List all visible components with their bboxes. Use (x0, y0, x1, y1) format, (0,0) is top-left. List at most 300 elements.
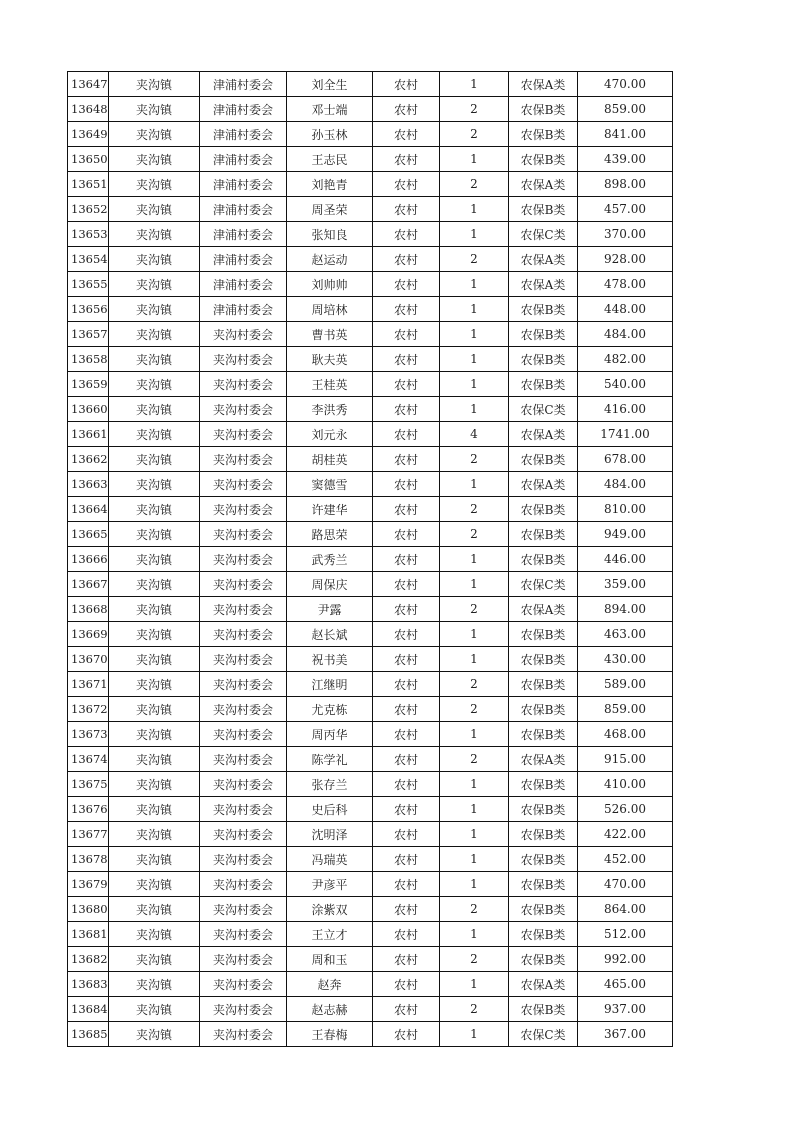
name-cell: 武秀兰 (287, 547, 373, 572)
name-cell: 周和玉 (287, 947, 373, 972)
amount-cell: 470.00 (578, 72, 673, 97)
town-cell: 夹沟镇 (109, 472, 200, 497)
household-count-cell: 1 (440, 472, 509, 497)
village-committee-cell: 津浦村委会 (200, 197, 287, 222)
record-id-cell: 13658 (68, 347, 109, 372)
table-row (68, 297, 673, 322)
name-cell: 李洪秀 (287, 397, 373, 422)
record-id-cell: 13664 (68, 497, 109, 522)
amount-cell: 678.00 (578, 447, 673, 472)
household-count-cell: 1 (440, 547, 509, 572)
record-id-cell: 13673 (68, 722, 109, 747)
record-id-cell: 13656 (68, 297, 109, 322)
village-committee-cell: 夹沟村委会 (200, 447, 287, 472)
area-type-cell: 农村 (373, 172, 440, 197)
household-count-cell: 1 (440, 372, 509, 397)
record-id-cell: 13663 (68, 472, 109, 497)
amount-cell: 482.00 (578, 347, 673, 372)
amount-cell: 992.00 (578, 947, 673, 972)
insurance-class-cell: 农保B类 (509, 122, 578, 147)
village-committee-cell: 夹沟村委会 (200, 522, 287, 547)
insurance-class-cell: 农保B类 (509, 647, 578, 672)
town-cell: 夹沟镇 (109, 822, 200, 847)
town-cell: 夹沟镇 (109, 547, 200, 572)
insurance-class-cell: 农保B类 (509, 547, 578, 572)
town-cell: 夹沟镇 (109, 172, 200, 197)
amount-cell: 465.00 (578, 972, 673, 997)
name-cell: 赵运动 (287, 247, 373, 272)
record-id-cell: 13668 (68, 597, 109, 622)
record-id-cell: 13681 (68, 922, 109, 947)
village-committee-cell: 夹沟村委会 (200, 647, 287, 672)
table-row (68, 972, 673, 997)
insurance-class-cell: 农保A类 (509, 747, 578, 772)
table-row (68, 172, 673, 197)
household-count-cell: 1 (440, 1022, 509, 1047)
area-type-cell: 农村 (373, 572, 440, 597)
amount-cell: 484.00 (578, 322, 673, 347)
household-count-cell: 2 (440, 897, 509, 922)
table-row (68, 122, 673, 147)
amount-cell: 526.00 (578, 797, 673, 822)
table-row (68, 672, 673, 697)
town-cell: 夹沟镇 (109, 797, 200, 822)
area-type-cell: 农村 (373, 122, 440, 147)
record-id-cell: 13667 (68, 572, 109, 597)
name-cell: 王立才 (287, 922, 373, 947)
area-type-cell: 农村 (373, 872, 440, 897)
table-row (68, 722, 673, 747)
area-type-cell: 农村 (373, 997, 440, 1022)
household-count-cell: 1 (440, 822, 509, 847)
table-row (68, 747, 673, 772)
insurance-class-cell: 农保C类 (509, 1022, 578, 1047)
insurance-class-cell: 农保A类 (509, 597, 578, 622)
name-cell: 王春梅 (287, 1022, 373, 1047)
town-cell: 夹沟镇 (109, 572, 200, 597)
area-type-cell: 农村 (373, 297, 440, 322)
village-committee-cell: 夹沟村委会 (200, 822, 287, 847)
village-committee-cell: 津浦村委会 (200, 247, 287, 272)
table-row (68, 597, 673, 622)
table-row (68, 697, 673, 722)
area-type-cell: 农村 (373, 247, 440, 272)
town-cell: 夹沟镇 (109, 647, 200, 672)
village-committee-cell: 夹沟村委会 (200, 947, 287, 972)
household-count-cell: 2 (440, 497, 509, 522)
village-committee-cell: 夹沟村委会 (200, 547, 287, 572)
table-row (68, 272, 673, 297)
name-cell: 许建华 (287, 497, 373, 522)
name-cell: 尹彦平 (287, 872, 373, 897)
record-id-cell: 13659 (68, 372, 109, 397)
record-id-cell: 13662 (68, 447, 109, 472)
insurance-class-cell: 农保A类 (509, 972, 578, 997)
record-id-cell: 13672 (68, 697, 109, 722)
insurance-class-cell: 农保B类 (509, 697, 578, 722)
table-row (68, 147, 673, 172)
record-id-cell: 13652 (68, 197, 109, 222)
table-row (68, 647, 673, 672)
household-count-cell: 2 (440, 247, 509, 272)
record-id-cell: 13683 (68, 972, 109, 997)
town-cell: 夹沟镇 (109, 772, 200, 797)
name-cell: 路思荣 (287, 522, 373, 547)
name-cell: 陈学礼 (287, 747, 373, 772)
name-cell: 周保庆 (287, 572, 373, 597)
household-count-cell: 1 (440, 722, 509, 747)
town-cell: 夹沟镇 (109, 197, 200, 222)
household-count-cell: 1 (440, 272, 509, 297)
insurance-class-cell: 农保B类 (509, 297, 578, 322)
household-count-cell: 2 (440, 947, 509, 972)
area-type-cell: 农村 (373, 347, 440, 372)
insurance-class-cell: 农保B类 (509, 197, 578, 222)
record-id-cell: 13680 (68, 897, 109, 922)
name-cell: 孙玉林 (287, 122, 373, 147)
amount-cell: 446.00 (578, 547, 673, 572)
village-committee-cell: 夹沟村委会 (200, 772, 287, 797)
insurance-class-cell: 农保B类 (509, 922, 578, 947)
town-cell: 夹沟镇 (109, 122, 200, 147)
name-cell: 刘帅帅 (287, 272, 373, 297)
name-cell: 王桂英 (287, 372, 373, 397)
household-count-cell: 2 (440, 97, 509, 122)
village-committee-cell: 夹沟村委会 (200, 572, 287, 597)
table-row (68, 1022, 673, 1047)
record-id-cell: 13648 (68, 97, 109, 122)
household-count-cell: 1 (440, 647, 509, 672)
amount-cell: 898.00 (578, 172, 673, 197)
amount-cell: 928.00 (578, 247, 673, 272)
table-row (68, 547, 673, 572)
amount-cell: 894.00 (578, 597, 673, 622)
household-count-cell: 1 (440, 297, 509, 322)
insurance-class-cell: 农保B类 (509, 847, 578, 872)
name-cell: 赵志赫 (287, 997, 373, 1022)
insurance-class-cell: 农保B类 (509, 797, 578, 822)
village-committee-cell: 津浦村委会 (200, 97, 287, 122)
record-id-cell: 13650 (68, 147, 109, 172)
name-cell: 王志民 (287, 147, 373, 172)
area-type-cell: 农村 (373, 372, 440, 397)
village-committee-cell: 夹沟村委会 (200, 922, 287, 947)
area-type-cell: 农村 (373, 972, 440, 997)
area-type-cell: 农村 (373, 547, 440, 572)
table-row (68, 947, 673, 972)
table-body (68, 72, 673, 1047)
village-committee-cell: 夹沟村委会 (200, 372, 287, 397)
household-count-cell: 1 (440, 347, 509, 372)
village-committee-cell: 夹沟村委会 (200, 997, 287, 1022)
record-id-cell: 13647 (68, 72, 109, 97)
insurance-class-cell: 农保B类 (509, 772, 578, 797)
record-id-cell: 13679 (68, 872, 109, 897)
household-count-cell: 2 (440, 997, 509, 1022)
village-committee-cell: 夹沟村委会 (200, 322, 287, 347)
name-cell: 史后科 (287, 797, 373, 822)
household-count-cell: 2 (440, 122, 509, 147)
table-row (68, 622, 673, 647)
insurance-class-cell: 农保B类 (509, 347, 578, 372)
record-id-cell: 13669 (68, 622, 109, 647)
household-count-cell: 2 (440, 447, 509, 472)
household-count-cell: 1 (440, 797, 509, 822)
amount-cell: 949.00 (578, 522, 673, 547)
household-count-cell: 1 (440, 197, 509, 222)
amount-cell: 859.00 (578, 697, 673, 722)
household-count-cell: 1 (440, 622, 509, 647)
village-committee-cell: 夹沟村委会 (200, 497, 287, 522)
village-committee-cell: 津浦村委会 (200, 272, 287, 297)
household-count-cell: 2 (440, 597, 509, 622)
insurance-class-cell: 农保B类 (509, 997, 578, 1022)
town-cell: 夹沟镇 (109, 247, 200, 272)
insurance-class-cell: 农保C类 (509, 397, 578, 422)
area-type-cell: 农村 (373, 222, 440, 247)
table-row (68, 997, 673, 1022)
village-committee-cell: 夹沟村委会 (200, 722, 287, 747)
household-count-cell: 1 (440, 397, 509, 422)
household-count-cell: 1 (440, 772, 509, 797)
name-cell: 沈明泽 (287, 822, 373, 847)
village-committee-cell: 夹沟村委会 (200, 847, 287, 872)
town-cell: 夹沟镇 (109, 622, 200, 647)
name-cell: 赵奔 (287, 972, 373, 997)
insurance-class-cell: 农保C类 (509, 572, 578, 597)
amount-cell: 864.00 (578, 897, 673, 922)
insurance-class-cell: 农保B类 (509, 622, 578, 647)
town-cell: 夹沟镇 (109, 272, 200, 297)
amount-cell: 1741.00 (578, 422, 673, 447)
amount-cell: 589.00 (578, 672, 673, 697)
village-committee-cell: 夹沟村委会 (200, 472, 287, 497)
name-cell: 刘元永 (287, 422, 373, 447)
area-type-cell: 农村 (373, 847, 440, 872)
town-cell: 夹沟镇 (109, 672, 200, 697)
area-type-cell: 农村 (373, 747, 440, 772)
record-id-cell: 13674 (68, 747, 109, 772)
area-type-cell: 农村 (373, 797, 440, 822)
town-cell: 夹沟镇 (109, 497, 200, 522)
table-row (68, 472, 673, 497)
amount-cell: 370.00 (578, 222, 673, 247)
amount-cell: 448.00 (578, 297, 673, 322)
table-row (68, 772, 673, 797)
household-count-cell: 2 (440, 697, 509, 722)
area-type-cell: 农村 (373, 672, 440, 697)
household-count-cell: 1 (440, 922, 509, 947)
name-cell: 曹书英 (287, 322, 373, 347)
record-id-cell: 13675 (68, 772, 109, 797)
table-row (68, 447, 673, 472)
record-id-cell: 13671 (68, 672, 109, 697)
insurance-class-cell: 农保A类 (509, 272, 578, 297)
household-count-cell: 1 (440, 322, 509, 347)
table-row (68, 822, 673, 847)
area-type-cell: 农村 (373, 197, 440, 222)
table-row (68, 72, 673, 97)
record-id-cell: 13657 (68, 322, 109, 347)
village-committee-cell: 夹沟村委会 (200, 972, 287, 997)
village-committee-cell: 夹沟村委会 (200, 347, 287, 372)
insurance-class-cell: 农保B类 (509, 897, 578, 922)
village-committee-cell: 津浦村委会 (200, 297, 287, 322)
amount-cell: 422.00 (578, 822, 673, 847)
table-row (68, 322, 673, 347)
name-cell: 冯瑞英 (287, 847, 373, 872)
record-id-cell: 13677 (68, 822, 109, 847)
name-cell: 胡桂英 (287, 447, 373, 472)
town-cell: 夹沟镇 (109, 522, 200, 547)
name-cell: 窦德雪 (287, 472, 373, 497)
area-type-cell: 农村 (373, 822, 440, 847)
village-committee-cell: 夹沟村委会 (200, 597, 287, 622)
name-cell: 张存兰 (287, 772, 373, 797)
town-cell: 夹沟镇 (109, 422, 200, 447)
table-row (68, 222, 673, 247)
household-count-cell: 2 (440, 672, 509, 697)
name-cell: 周丙华 (287, 722, 373, 747)
insurance-class-cell: 农保B类 (509, 947, 578, 972)
town-cell: 夹沟镇 (109, 322, 200, 347)
town-cell: 夹沟镇 (109, 997, 200, 1022)
amount-cell: 470.00 (578, 872, 673, 897)
amount-cell: 859.00 (578, 97, 673, 122)
record-id-cell: 13665 (68, 522, 109, 547)
record-id-cell: 13678 (68, 847, 109, 872)
town-cell: 夹沟镇 (109, 372, 200, 397)
village-committee-cell: 津浦村委会 (200, 222, 287, 247)
insurance-class-cell: 农保B类 (509, 372, 578, 397)
area-type-cell: 农村 (373, 897, 440, 922)
insurance-class-cell: 农保B类 (509, 672, 578, 697)
household-count-cell: 4 (440, 422, 509, 447)
table-row (68, 522, 673, 547)
area-type-cell: 农村 (373, 1022, 440, 1047)
table-row (68, 847, 673, 872)
amount-cell: 367.00 (578, 1022, 673, 1047)
town-cell: 夹沟镇 (109, 347, 200, 372)
table-row (68, 872, 673, 897)
name-cell: 张知良 (287, 222, 373, 247)
town-cell: 夹沟镇 (109, 697, 200, 722)
amount-cell: 540.00 (578, 372, 673, 397)
record-id-cell: 13660 (68, 397, 109, 422)
village-committee-cell: 夹沟村委会 (200, 697, 287, 722)
village-committee-cell: 夹沟村委会 (200, 872, 287, 897)
table-row (68, 922, 673, 947)
area-type-cell: 农村 (373, 922, 440, 947)
name-cell: 尤克栋 (287, 697, 373, 722)
amount-cell: 416.00 (578, 397, 673, 422)
area-type-cell: 农村 (373, 497, 440, 522)
household-count-cell: 2 (440, 522, 509, 547)
insurance-class-cell: 农保A类 (509, 422, 578, 447)
area-type-cell: 农村 (373, 472, 440, 497)
table-row (68, 497, 673, 522)
insurance-class-cell: 农保B类 (509, 522, 578, 547)
amount-cell: 410.00 (578, 772, 673, 797)
household-count-cell: 1 (440, 222, 509, 247)
name-cell: 江继明 (287, 672, 373, 697)
area-type-cell: 农村 (373, 622, 440, 647)
record-id-cell: 13655 (68, 272, 109, 297)
town-cell: 夹沟镇 (109, 147, 200, 172)
household-count-cell: 1 (440, 847, 509, 872)
amount-cell: 430.00 (578, 647, 673, 672)
insurance-class-cell: 农保B类 (509, 872, 578, 897)
table-row (68, 347, 673, 372)
amount-cell: 439.00 (578, 147, 673, 172)
area-type-cell: 农村 (373, 322, 440, 347)
area-type-cell: 农村 (373, 947, 440, 972)
insurance-class-cell: 农保A类 (509, 72, 578, 97)
village-committee-cell: 夹沟村委会 (200, 397, 287, 422)
area-type-cell: 农村 (373, 697, 440, 722)
village-committee-cell: 夹沟村委会 (200, 422, 287, 447)
town-cell: 夹沟镇 (109, 897, 200, 922)
village-committee-cell: 夹沟村委会 (200, 1022, 287, 1047)
table-row (68, 197, 673, 222)
name-cell: 尹露 (287, 597, 373, 622)
insurance-class-cell: 农保B类 (509, 97, 578, 122)
village-committee-cell: 津浦村委会 (200, 147, 287, 172)
table-row (68, 797, 673, 822)
town-cell: 夹沟镇 (109, 397, 200, 422)
name-cell: 涂紫双 (287, 897, 373, 922)
record-id-cell: 13653 (68, 222, 109, 247)
village-committee-cell: 夹沟村委会 (200, 622, 287, 647)
amount-cell: 359.00 (578, 572, 673, 597)
area-type-cell: 农村 (373, 272, 440, 297)
town-cell: 夹沟镇 (109, 297, 200, 322)
town-cell: 夹沟镇 (109, 1022, 200, 1047)
town-cell: 夹沟镇 (109, 747, 200, 772)
household-count-cell: 2 (440, 172, 509, 197)
insurance-class-cell: 农保B类 (509, 722, 578, 747)
village-committee-cell: 津浦村委会 (200, 72, 287, 97)
amount-cell: 463.00 (578, 622, 673, 647)
town-cell: 夹沟镇 (109, 97, 200, 122)
record-id-cell: 13684 (68, 997, 109, 1022)
area-type-cell: 农村 (373, 147, 440, 172)
area-type-cell: 农村 (373, 397, 440, 422)
record-id-cell: 13685 (68, 1022, 109, 1047)
name-cell: 周培林 (287, 297, 373, 322)
table-row (68, 422, 673, 447)
name-cell: 刘艳青 (287, 172, 373, 197)
town-cell: 夹沟镇 (109, 72, 200, 97)
household-count-cell: 1 (440, 147, 509, 172)
village-committee-cell: 津浦村委会 (200, 122, 287, 147)
area-type-cell: 农村 (373, 72, 440, 97)
record-id-cell: 13670 (68, 647, 109, 672)
household-count-cell: 1 (440, 872, 509, 897)
insurance-class-cell: 农保B类 (509, 497, 578, 522)
insurance-class-cell: 农保A类 (509, 472, 578, 497)
household-count-cell: 1 (440, 572, 509, 597)
town-cell: 夹沟镇 (109, 872, 200, 897)
name-cell: 祝书美 (287, 647, 373, 672)
amount-cell: 512.00 (578, 922, 673, 947)
town-cell: 夹沟镇 (109, 597, 200, 622)
town-cell: 夹沟镇 (109, 222, 200, 247)
record-id-cell: 13666 (68, 547, 109, 572)
amount-cell: 478.00 (578, 272, 673, 297)
area-type-cell: 农村 (373, 522, 440, 547)
records-table (67, 71, 673, 1047)
